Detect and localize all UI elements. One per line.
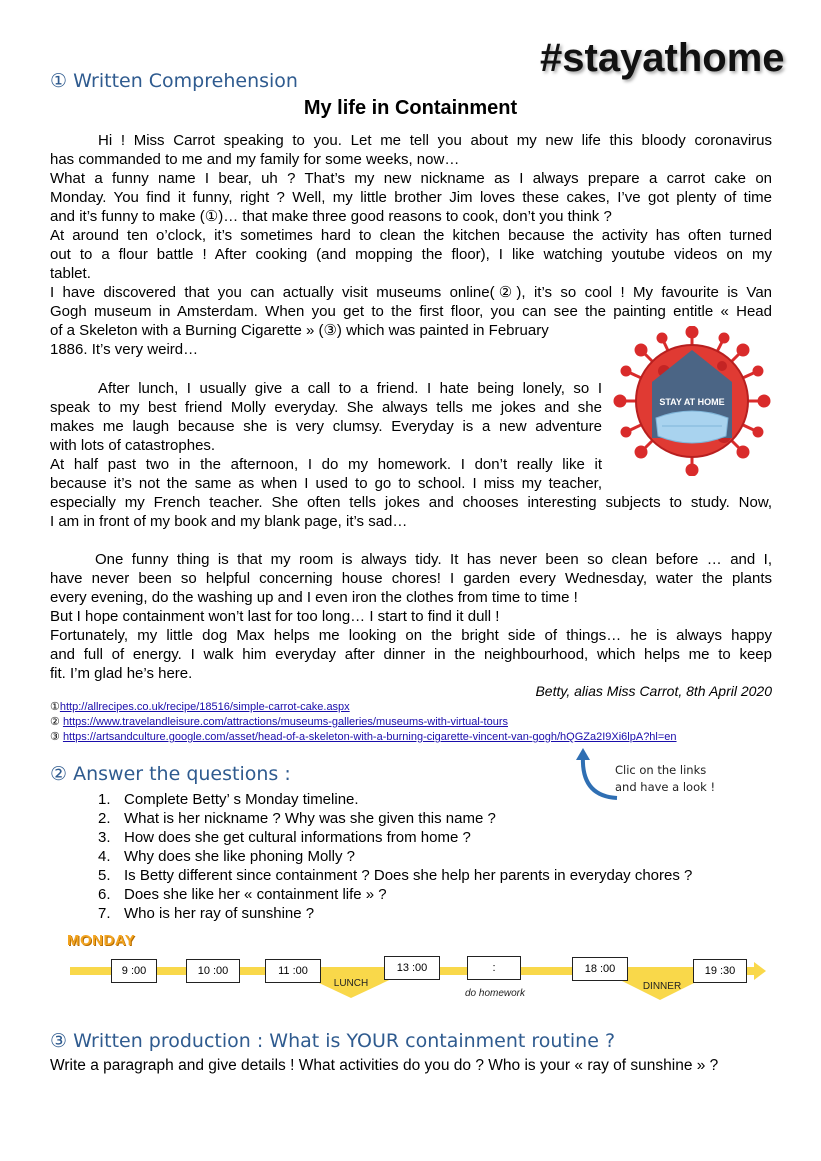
text-line: with lots of catastrophes. [50,437,216,454]
text-line: I am in front of my book and my blank page, it’s sad… [50,513,408,530]
text-line: At around ten o’clock, it’s sometimes hard to clean the kitchen because the activity has often turned [50,227,772,244]
text-line: Monday. You find it funny, right ? Well, my little brother Jim loves these cakes, I’ve got plenty of time [50,189,772,206]
timeline-title: MONDAY [67,932,136,949]
question-item [98,866,692,885]
text-line: But I hope containment won’t last for too long… I start to find it dull ! [50,608,500,625]
timeline-time-box: 9 :00 [111,959,157,983]
text-line: After lunch, I usually give a call to a friend. I hate being lonely, so I [98,380,602,397]
text-line: What a funny name I bear, uh ? That’s my new nickname as I always prepare a carrot cake on [50,170,772,187]
production-instructions: Write a paragraph and give details ! What activities do you do ? Who is your « ray of sunshine » ? [50,1057,719,1074]
question-item [98,828,692,847]
question-item [98,904,692,923]
clic-note-line: Clic on the links [615,763,707,777]
question-number: 1. [98,791,111,808]
hashtag-heading: #stayathome [540,36,785,80]
timeline-time-box: 11 :00 [265,959,321,983]
timeline-time-box: 10 :00 [186,959,240,983]
text-line: have never been so helpful concerning house chores! I garden every Wednesday, water the plants [50,570,772,587]
text-line: makes me laugh because she is very clumsy. Everyday is a new adventure [50,418,602,435]
section-1-number: ① [50,70,68,92]
text-line: every evening, do the washing up and I even iron the clothes from time to time ! [50,589,578,606]
question-text: What is her nickname ? Why was she given this name ? [124,810,496,827]
text-line: One funny thing is that my room is always tidy. It has never been so clean before … and I, [95,551,772,568]
question-text: Is Betty different since containment ? Does she help her parents in everyday chores ? [124,867,693,884]
text-title: My life in Containment [303,97,518,119]
question-number: 6. [98,886,111,903]
text-line: fit. I’m glad he’s here. [50,665,193,682]
question-item [98,885,692,904]
section-1-label: Written Comprehension [73,70,298,92]
text-line: and it’s funny to make (①)… that make three good reasons to cook, don’t you think ? [50,208,612,225]
link-number: ① [50,701,60,713]
timeline-time-box: 13 :00 [384,956,440,980]
timeline-label-dinner: DINNER [642,981,682,992]
question-item [98,790,692,809]
text-line: speak to my best friend Molly everyday. She always tells me jokes and she [50,399,602,416]
text-line: tablet. [50,265,91,282]
timeline-label-homework: do homework [464,988,526,999]
clic-note-line: and have a look ! [615,780,716,794]
question-text: Why does she like phoning Molly ? [124,848,355,865]
question-text: Does she like her « containment life » ? [124,886,387,903]
question-number: 7. [98,905,111,922]
text-line: out to a flour battle ! After cooking (and mopping the floor), I like watching youtube videos on my [50,246,772,263]
question-text: Complete Betty’ s Monday timeline. [124,791,359,808]
text-line: At half past two in the afternoon, I do my homework. I don’t really like it [50,456,602,473]
section-3-label: Written production : What is YOUR containment routine ? [73,1030,616,1052]
question-number: 5. [98,867,111,884]
question-item [98,847,692,866]
question-number: 4. [98,848,111,865]
paragraph-1 [50,131,772,359]
section-1-heading [50,70,298,92]
section-2-heading [50,763,291,785]
link-virtual-museums[interactable]: https://www.travelandleisure.com/attractions/museums-galleries/museums-with-virtual-tours [62,716,508,728]
question-text: Who is her ray of sunshine ? [124,905,315,922]
text-line: Hi ! Miss Carrot speaking to you. Let me tell you about my new life this bloody coronavirus [98,132,772,149]
question-list [98,790,692,923]
link-row [50,730,677,745]
question-number: 2. [98,810,111,827]
section-3-heading [50,1030,615,1052]
text-line: 1886. It’s very weird… [50,341,199,358]
text-line: because it’s not the same as when I used to go to school. I miss my teacher, [50,475,602,492]
reference-links [50,700,677,745]
timeline-label-lunch: LUNCH [333,978,369,989]
link-number: ② [50,716,60,728]
text-line: I have discovered that you can actually visit museums online(②), it’s so cool ! My favourite is Van [50,284,772,301]
link-van-gogh-painting[interactable]: https://artsandculture.google.com/asset/head-of-a-skeleton-with-a-burning-cigarette-vincent-van-gogh/hQGZa2I9Xi6lpA?hl=en [62,731,677,743]
badge-text: STAY AT HOME [659,397,725,407]
signature: Betty, alias Miss Carrot, 8th April 2020 [535,683,772,699]
section-2-number: ② [50,763,68,785]
text-line: especially my French teacher. She often tells jokes and chooses interesting subjects to study. Now, [50,494,772,511]
link-row [50,700,677,715]
timeline-blank-box: : [467,956,521,980]
text-line: of a Skeleton with a Burning Cigarette » (③) which was painted in February [50,322,549,339]
section-2-label: Answer the questions : [73,763,291,785]
section-3-number: ③ [50,1030,68,1052]
text-line: has commanded to me and my family for some weeks, now… [50,151,460,168]
text-line: Fortunately, my little dog Max helps me looking on the bright side of things… he is always happy [50,627,772,644]
question-number: 3. [98,829,111,846]
link-carrot-cake[interactable]: http://allrecipes.co.uk/recipe/18516/simple-carrot-cake.aspx [59,701,350,713]
link-number: ③ [50,731,60,743]
text-line: Gogh museum in Amsterdam. When you get to the first floor, you can see the painting entitle « Head [50,303,772,320]
timeline-time-box: 19 :30 [693,959,747,983]
timeline-time-box: 18 :00 [572,957,628,981]
link-row [50,715,677,730]
paragraph-3 [50,550,772,683]
question-text: How does she get cultural informations from home ? [124,829,471,846]
question-item [98,809,692,828]
text-line: and full of energy. I walk him everyday after dinner in the neighbourhood, which helps me to keep [50,646,772,663]
